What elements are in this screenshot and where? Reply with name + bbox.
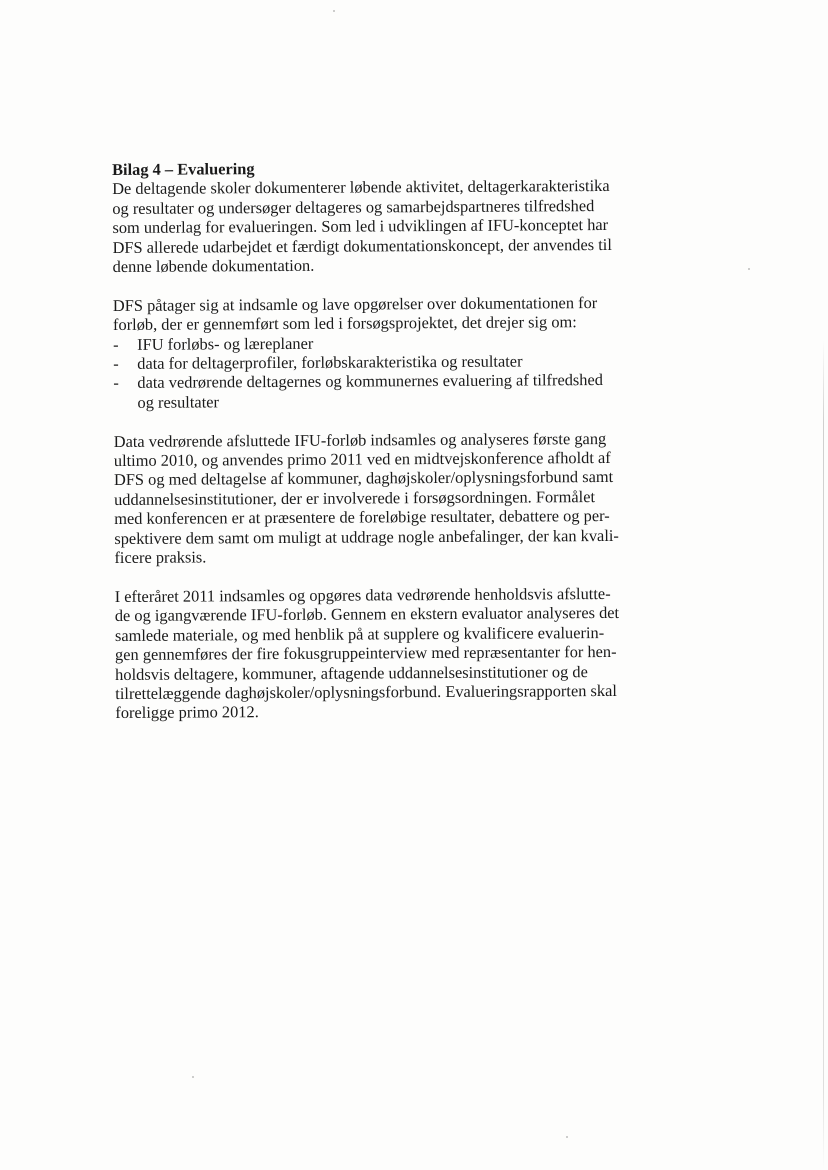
- list-bullet: -: [113, 334, 119, 354]
- text-line: DFS og med deltagelse af kommuner, daghøjskoler/oplysningsforbund samt: [113, 467, 614, 490]
- text-line: med konferencen er at præsentere de foreløbige resultater, debattere og per-: [114, 506, 610, 529]
- dash-list: [113, 331, 633, 412]
- text-line: foreligge primo 2012.: [115, 702, 259, 723]
- text-line: ultimo 2010, og anvendes primo 2011 ved en midtvejskonference afholdt af: [113, 448, 611, 471]
- scan-speck: [192, 1076, 194, 1078]
- text-line: spektivere dem samt om muligt at uddrage nogle anbefalinger, der kan kvali-: [114, 525, 619, 548]
- scan-speck: [748, 268, 750, 270]
- text-line: de og igangværende IFU-forløb. Gennem en ekstern evaluator analyseres det: [114, 603, 620, 626]
- list-bullet: -: [113, 373, 119, 393]
- text-line: DFS allerede udarbejdet et færdigt dokumentationskoncept, der anvendes til: [112, 234, 612, 257]
- list-item-text: data for deltagerprofiler, forløbskarakteristika og resultater: [137, 351, 523, 373]
- scan-speck: [333, 10, 335, 12]
- text-line: uddannelsesinstitutioner, der er involverede i forsøgsordningen. Formålet: [114, 486, 596, 509]
- text-line: forløb, der er gennemført som led i forsøgsprojektet, det drejer sig om:: [112, 312, 577, 335]
- text-line: I efteråret 2011 indsamles og opgøres data vedrørende henholdsvis afslutte-: [114, 583, 611, 606]
- text-line: denne løbende dokumentation.: [112, 255, 315, 277]
- text-line: holdsvis deltagere, kommuner, aftagende uddannelsesinstitutioner og de: [115, 661, 588, 684]
- text-line: tilrettelæggende daghøjskoler/oplysningsforbund. Evalueringsrapporten skal: [115, 680, 617, 703]
- list-bullet: -: [113, 354, 119, 374]
- paragraph-data: [114, 428, 635, 567]
- text-line: Data vedrørende afsluttede IFU-forløb indsamles og analyseres første gang: [113, 428, 607, 451]
- text-line: som underlag for evalueringen. Som led i udviklingen af IFU-konceptet har: [112, 215, 609, 238]
- paragraph-intro: [112, 176, 633, 276]
- text-line: og resultater og undersøger deltageres og samarbejdspartneres tilfredshed: [112, 195, 595, 218]
- paragraph-dfs: [113, 293, 633, 335]
- text-line: DFS påtager sig at indsamle og lave opgørelser over dokumentationen for: [112, 292, 598, 315]
- list-item-text: og resultater: [137, 392, 220, 412]
- text-line: ficere praksis.: [114, 547, 207, 568]
- document-body: [112, 157, 635, 723]
- text-line: De deltagende skoler dokumenterer løbende aktivitet, deltagerkarakteristika: [112, 176, 610, 199]
- list-item-text: data vedrørende deltagernes og kommunernes evaluering af tilfredshed: [137, 370, 604, 393]
- text-line: gen gennemføres der fire fokusgruppeinterview med repræsentanter for hen-: [114, 642, 617, 665]
- list-item-text: IFU forløbs- og læreplaner: [137, 333, 314, 354]
- list-item: [113, 370, 633, 412]
- scan-edge-shadow: [823, 340, 824, 1170]
- scan-speck: [566, 1136, 568, 1138]
- paragraph-autumn: [115, 584, 636, 723]
- document-heading: Bilag 4 – Evaluering: [112, 159, 255, 179]
- text-line: samlede materiale, og med henblik på at supplere og kvalificere evaluerin-: [114, 622, 605, 645]
